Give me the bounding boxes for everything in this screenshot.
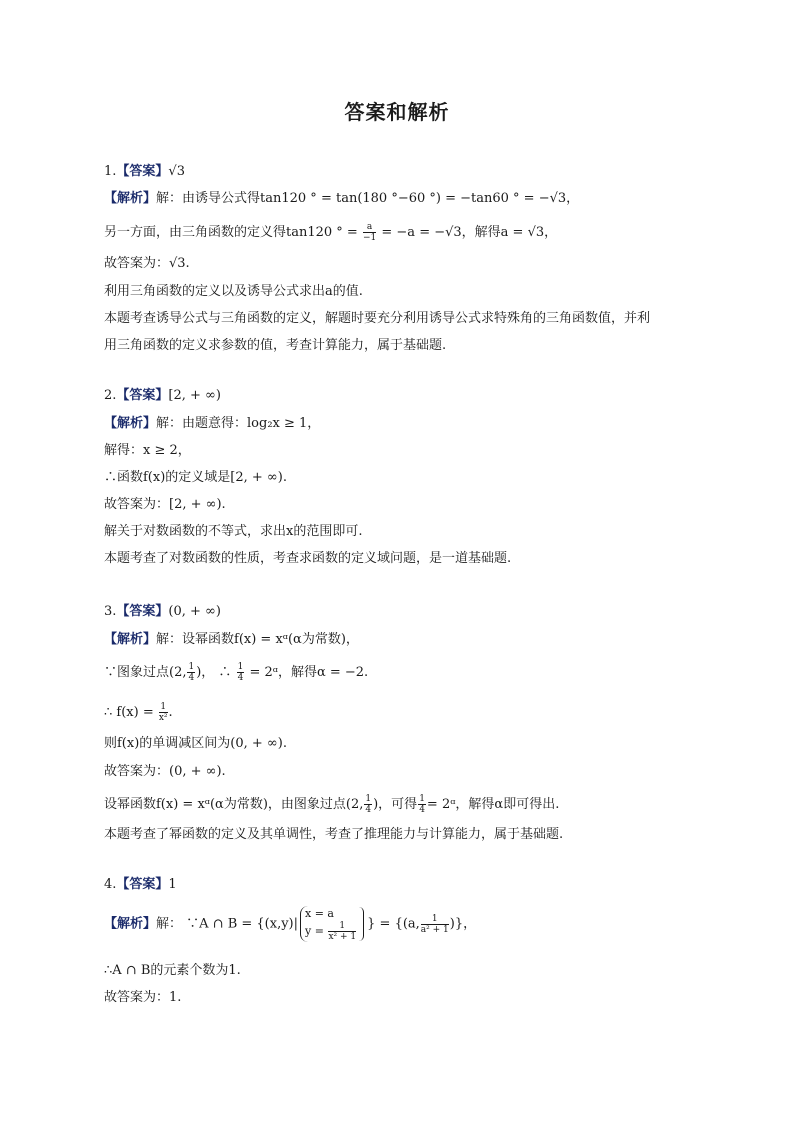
q4-system-fraction bbox=[328, 921, 356, 942]
q3-point-fraction-num: 1 bbox=[188, 662, 195, 672]
q1-answer-tag: 【答案】 bbox=[116, 164, 169, 179]
q1-fraction-num: a bbox=[363, 222, 376, 233]
q3-line-6-mid: )，可得 bbox=[373, 797, 418, 812]
q3-line-6-post: = 2ᵅ，解得α即可得出. bbox=[426, 797, 560, 812]
q2-answer-line bbox=[104, 388, 221, 404]
q2-line-2: 解得：x ≥ 2， bbox=[104, 443, 191, 458]
q3-line-7: 本题考查了幂函数的定义及其单调性，考查了推理能力与计算能力，属于基础题. bbox=[104, 827, 564, 842]
q3-l6-point-fraction-num: 1 bbox=[365, 794, 372, 804]
q3-line-3-pre: ∴ f(x) = bbox=[104, 705, 154, 720]
q3-line-3-post: . bbox=[168, 705, 173, 720]
q4-set-mid: } = {(a, bbox=[367, 916, 420, 932]
q2-line-4: 故答案为：[2, + ∞). bbox=[104, 497, 226, 512]
q3-l6-eq-fraction bbox=[418, 794, 426, 815]
q3-point-fraction-den: 4 bbox=[188, 673, 195, 683]
q3-analysis-tag: 【解析】 bbox=[104, 632, 157, 647]
q4-analysis-line bbox=[104, 906, 476, 942]
q4-system-row-1: x = a bbox=[305, 907, 334, 920]
q3-line-6-pre: 设幂函数f(x) = xᵅ(α为常数)，由图象过点(2, bbox=[104, 797, 364, 812]
q3-answer-value: (0, + ∞) bbox=[168, 604, 221, 619]
q2-analysis-text: 解：由题意得：log₂x ≥ 1， bbox=[156, 416, 321, 431]
q1-line-2 bbox=[104, 222, 557, 243]
q4-result-fraction bbox=[421, 914, 449, 935]
q2-analysis-tag: 【解析】 bbox=[104, 416, 157, 431]
q2-number: 2. bbox=[104, 388, 117, 403]
q3-analysis-line bbox=[104, 632, 359, 648]
q2-answer-value: [2, + ∞) bbox=[168, 388, 221, 403]
q3-line-2 bbox=[104, 662, 368, 683]
q3-line-6 bbox=[104, 794, 559, 815]
q4-line-2: ∴A ∩ B的元素个数为1. bbox=[104, 963, 241, 978]
q2-answer-tag: 【答案】 bbox=[116, 388, 169, 403]
q3-number: 3. bbox=[104, 604, 117, 619]
q4-analysis-tag: 【解析】 bbox=[104, 916, 157, 932]
q4-system-fraction-num: 1 bbox=[328, 921, 356, 932]
q3-analysis-text: 解：设幂函数f(x) = xᵅ(α为常数)， bbox=[156, 632, 359, 647]
q1-line-4: 利用三角函数的定义以及诱导公式求出a的值. bbox=[104, 284, 363, 299]
q4-result-fraction-den: a² + 1 bbox=[420, 924, 449, 935]
q1-line-5: 本题考查诱导公式与三角函数的定义，解题时要充分利用诱导公式求特殊角的三角函数值，并利 bbox=[104, 311, 651, 326]
q3-eq-fraction bbox=[237, 662, 245, 683]
q4-system-row-2-pre: y = bbox=[305, 924, 324, 938]
q3-eq-fraction-num: 1 bbox=[237, 662, 244, 672]
q3-line-2-pre: ∵图象过点(2, bbox=[104, 665, 187, 680]
q1-number: 1. bbox=[104, 164, 117, 179]
q3-l6-point-fraction bbox=[364, 794, 372, 815]
q4-system-close bbox=[359, 907, 364, 941]
q3-line-2-mid: )， ∴ bbox=[196, 665, 232, 680]
q2-analysis-line bbox=[104, 416, 320, 432]
q4-system-row-2 bbox=[305, 921, 357, 942]
q3-answer-tag: 【答案】 bbox=[116, 604, 169, 619]
q3-line-2-post: = 2ᵅ，解得α = −2. bbox=[249, 665, 369, 680]
q1-answer-value: √3 bbox=[168, 164, 185, 179]
q1-analysis-tag: 【解析】 bbox=[104, 191, 157, 206]
q1-analysis-line bbox=[104, 191, 579, 207]
q4-answer-line bbox=[104, 877, 177, 893]
q4-answer-tag: 【答案】 bbox=[116, 877, 169, 892]
q2-line-3: ∴函数f(x)的定义域是[2, + ∞). bbox=[104, 470, 287, 485]
q1-line-3: 故答案为：√3. bbox=[104, 256, 190, 271]
q3-fx-fraction-num: 1 bbox=[160, 702, 167, 712]
q3-point-fraction bbox=[187, 662, 195, 683]
q3-line-4: 则f(x)的单调减区间为(0, + ∞). bbox=[104, 736, 287, 751]
q2-line-6: 本题考查了对数函数的性质，考查求函数的定义域问题，是一道基础题. bbox=[104, 551, 512, 566]
q3-fx-fraction-den: x² bbox=[158, 713, 168, 723]
q2-line-5: 解关于对数函数的不等式，求出x的范围即可. bbox=[104, 524, 363, 539]
q1-analysis-text: 解：由诱导公式得tan120 ° = tan(180 °−60 °) = −tan60 ° = −√3， bbox=[156, 191, 580, 206]
q3-l6-eq-fraction-num: 1 bbox=[419, 794, 425, 804]
q1-answer-line bbox=[104, 164, 185, 180]
q4-system-brace bbox=[300, 906, 357, 942]
q4-number: 4. bbox=[104, 877, 117, 892]
q4-set-post: )}， bbox=[449, 916, 477, 932]
q4-result-fraction-num: 1 bbox=[421, 914, 449, 925]
q4-system-fraction-den: x² + 1 bbox=[328, 932, 357, 942]
q3-line-3 bbox=[104, 702, 173, 723]
q3-line-5: 故答案为：(0, + ∞). bbox=[104, 764, 226, 779]
q1-fraction-den: −1 bbox=[362, 233, 377, 243]
q1-line-6: 用三角函数的定义求参数的值，考查计算能力，属于基础题. bbox=[104, 338, 447, 353]
q3-answer-line bbox=[104, 604, 221, 620]
q1-fraction bbox=[363, 222, 376, 243]
q3-eq-fraction-den: 4 bbox=[237, 673, 244, 683]
q3-l6-eq-fraction-den: 4 bbox=[419, 805, 425, 815]
page-title: 答案和解析 bbox=[344, 100, 450, 124]
q4-set-pre: 解： ∵A ∩ B = {(x,y)| bbox=[156, 916, 299, 932]
q4-answer-value: 1 bbox=[168, 877, 177, 892]
q3-l6-point-fraction-den: 4 bbox=[365, 805, 372, 815]
q4-line-3: 故答案为：1. bbox=[104, 990, 182, 1005]
q1-line-2-pre: 另一方面，由三角函数的定义得tan120 ° = bbox=[104, 225, 358, 240]
q1-line-2-post: = −a = −√3，解得a = √3， bbox=[381, 225, 558, 240]
q3-fx-fraction bbox=[159, 702, 168, 723]
